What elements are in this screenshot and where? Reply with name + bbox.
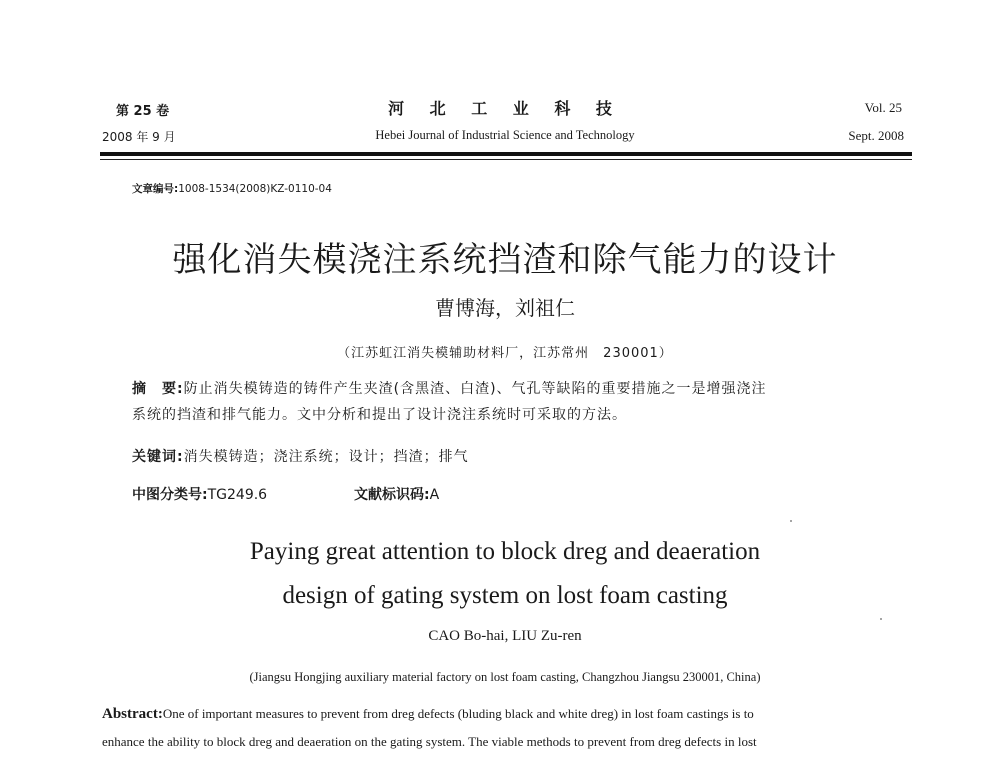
- keywords-cn-value: 消失模铸造；浇注系统；设计；挡渣；排气: [183, 449, 469, 465]
- affiliation-cn: （江苏虹江消失模辅助材料厂，江苏常州 230001）: [337, 346, 673, 361]
- classification-value: TG249.6: [207, 487, 268, 503]
- date-en: Sept. 2008: [848, 128, 904, 143]
- abstract-en-line-2: enhance the ability to block dreg and deaeration on the gating system. The viable methods to prevent from dreg defects in lost: [102, 734, 757, 749]
- volume-cn: 第 25 卷: [116, 104, 170, 119]
- keywords-cn-label: 关键词:: [132, 449, 184, 465]
- affiliation-en: (Jiangsu Hongjing auxiliary material factory on lost foam casting, Changzhou Jiangsu 230001, China): [249, 670, 761, 684]
- paper-title-en-line-2: design of gating system on lost foam casting: [282, 582, 728, 609]
- journal-title-cn: 河 北 工 业 科 技: [388, 99, 622, 118]
- classification-label: 中图分类号:: [132, 487, 208, 503]
- document-code-label: 文献标识码:: [354, 487, 430, 503]
- header-rule-thick: [100, 152, 912, 156]
- abstract-en-line-1: [102, 706, 754, 723]
- paper-title-en-line-1: Paying great attention to block dreg and deaeration: [249, 538, 761, 565]
- keywords-cn: [132, 446, 469, 466]
- journal-title-en: Hebei Journal of Industrial Science and Technology: [375, 128, 635, 142]
- abstract-cn-line-1: [132, 378, 767, 398]
- authors-cn: 曹博海，刘祖仁: [435, 296, 575, 320]
- scan-speck: [880, 618, 882, 620]
- article-number-label: 文章编号:: [132, 183, 179, 195]
- scan-speck: [790, 520, 792, 522]
- article-number: [132, 181, 332, 196]
- classification-number: [132, 484, 267, 504]
- abstract-en-label: Abstract:: [102, 706, 163, 722]
- header-rule-thin: [100, 159, 912, 160]
- paper-title-cn: 强化消失模浇注系统挡渣和除气能力的设计: [172, 240, 838, 280]
- date-cn: 2008 年 9 月: [102, 130, 176, 144]
- authors-en: CAO Bo-hai, LIU Zu-ren: [428, 628, 582, 644]
- volume-en: Vol. 25: [864, 100, 902, 115]
- document-code-value: A: [429, 487, 440, 503]
- abstract-cn-line-2: 系统的挡渣和排气能力。文中分析和提出了设计浇注系统时可采取的方法。: [132, 407, 627, 423]
- abstract-cn-text-1: 防止消失模铸造的铸件产生夹渣(含黑渣、白渣)、气孔等缺陷的重要措施之一是增强浇注: [183, 381, 767, 397]
- article-number-value: 1008-1534(2008)KZ-0110-04: [178, 183, 332, 195]
- document-code: [354, 484, 439, 504]
- abstract-cn-label: 摘 要:: [132, 381, 184, 397]
- abstract-en-text-1: One of important measures to prevent from dreg defects (bluding black and white dreg) in lost foam castings is to: [162, 706, 754, 721]
